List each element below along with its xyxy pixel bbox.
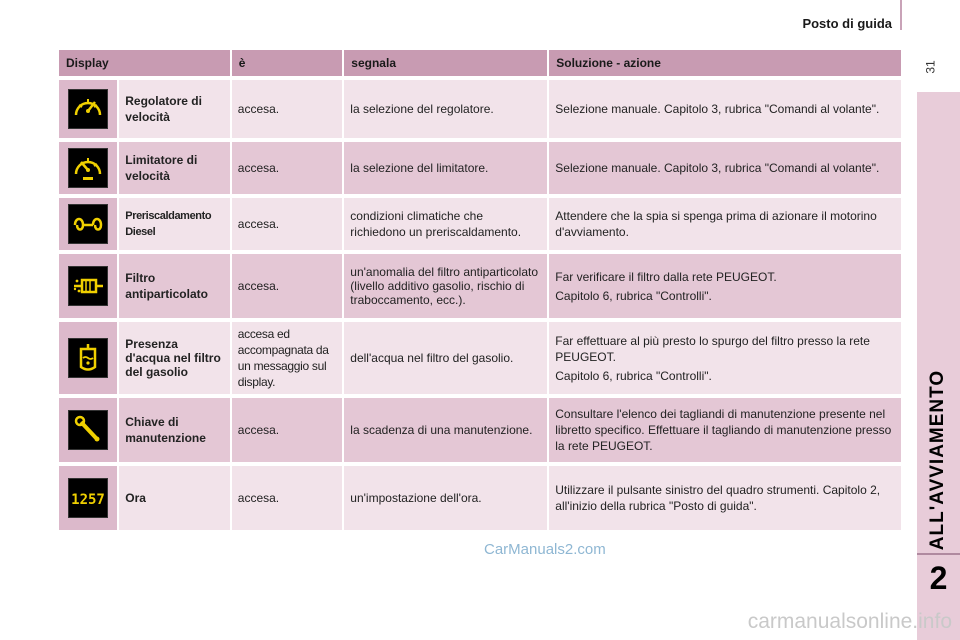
warning-state: accesa. (232, 80, 343, 138)
warning-state: accesa. (232, 398, 343, 462)
solution-line: Consultare l'elenco dei tagliandi di manutenzione presente nel libretto specifico. Effettuare il tagliando di manutenzione presso la rete PEUGEOT. (555, 407, 892, 453)
table-row (59, 198, 901, 250)
clock-digits: 1257 (71, 492, 105, 508)
table-header-row (59, 50, 901, 76)
header-rule (900, 0, 902, 30)
warning-signals: dell'acqua nel filtro del gasolio. (344, 322, 547, 394)
warning-solution (549, 398, 901, 462)
warning-signals: un'impostazione dell'ora. (344, 466, 547, 530)
icon-cell (59, 142, 117, 194)
table-row (59, 254, 901, 318)
solution-line: Far effettuare al più presto lo spurgo del filtro presso la rete PEUGEOT. (555, 333, 870, 364)
chapter-side-band (917, 92, 960, 640)
solution-line: Capitolo 6, rubrica "Controlli". (555, 368, 712, 383)
solution-line: Utilizzare il pulsante sinistro del quadro strumenti. Capitolo 2, all'inizio della rubrica "Posto di guida". (555, 483, 881, 513)
warning-solution (549, 80, 901, 138)
solution-line: Selezione manuale. Capitolo 3, rubrica "Comandi al volante". (555, 102, 880, 116)
wrench-icon (68, 410, 108, 450)
warning-state: accesa ed accompagnata da un messaggio sul display. (232, 322, 343, 394)
warning-solution (549, 254, 901, 318)
speed-limiter-icon (68, 148, 108, 188)
warning-state: accesa. (232, 466, 343, 530)
clock-display-icon (68, 478, 108, 518)
table-row (59, 142, 901, 194)
warning-solution (549, 142, 901, 194)
particle-filter-icon (68, 266, 108, 306)
page-number: 31 (923, 60, 938, 74)
warning-signals: la selezione del limitatore. (344, 142, 547, 194)
solution-line: Attendere che la spia si spenga prima di azionare il motorino d'avviamento. (555, 209, 877, 239)
chapter-side-label: ALL'AVVIAMENTO (927, 369, 948, 551)
warning-name: Presenza d'acqua nel filtro del gasolio (119, 322, 230, 394)
solution-line: Far verificare il filtro dalla rete PEUGEOT. (555, 269, 777, 284)
icon-cell (59, 198, 117, 250)
footer-watermark: carmanualsonline.info (747, 610, 952, 633)
warning-signals: un'anomalia del filtro antiparticolato (livello additivo gasolio, rischio di traboccamento, ecc.). (344, 254, 547, 318)
table-row (59, 322, 901, 394)
warning-solution (549, 198, 901, 250)
column-header-signals: segnala (344, 50, 547, 76)
watermark: CarManuals2.com (484, 541, 606, 558)
table-row (59, 466, 901, 530)
warning-name: Chiave di manutenzione (119, 398, 230, 462)
warning-name: Ora (119, 466, 230, 530)
warning-state: accesa. (232, 254, 343, 318)
warning-name: Filtro antiparticolato (119, 254, 230, 318)
warning-name: Limitatore di velocità (119, 142, 230, 194)
warning-lights-table (57, 46, 903, 534)
warning-state: accesa. (232, 142, 343, 194)
warning-state: accesa. (232, 198, 343, 250)
water-in-diesel-icon (68, 338, 108, 378)
column-header-display: Display (59, 50, 230, 76)
warning-solution (549, 322, 901, 394)
icon-cell (59, 398, 117, 462)
page-header-title: Posto di guida (802, 16, 892, 31)
warning-name: Preriscaldamento Diesel (119, 198, 230, 250)
warning-signals: condizioni climatiche che richiedono un preriscaldamento. (344, 198, 547, 250)
warning-signals: la scadenza di una manutenzione. (344, 398, 547, 462)
warning-signals: la selezione del regolatore. (344, 80, 547, 138)
icon-cell (59, 80, 117, 138)
column-header-state: è (232, 50, 343, 76)
icon-cell (59, 466, 117, 530)
chapter-number: 2 (929, 560, 948, 596)
column-header-solution: Soluzione - azione (549, 50, 901, 76)
glow-plug-icon (68, 204, 108, 244)
solution-line: Selezione manuale. Capitolo 3, rubrica "Comandi al volante". (555, 161, 880, 175)
table-row (59, 80, 901, 138)
cruise-control-icon (68, 89, 108, 129)
warning-name: Regolatore di velocità (119, 80, 230, 138)
warning-solution (549, 466, 901, 530)
table-row (59, 398, 901, 462)
chapter-divider (917, 553, 960, 555)
solution-line: Capitolo 6, rubrica "Controlli". (555, 288, 712, 303)
icon-cell (59, 322, 117, 394)
icon-cell (59, 254, 117, 318)
